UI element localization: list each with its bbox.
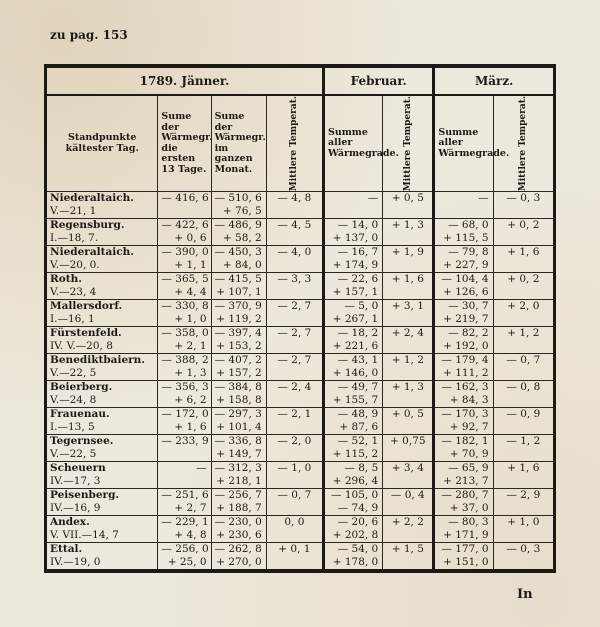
jan-sum-month-cell (211, 381, 266, 408)
feb-mean-cell: + 2, 4 (383, 327, 434, 354)
jan-sum-month-cell (211, 273, 266, 300)
mar-sum-cell (434, 300, 493, 327)
jan-sum-month-cell-negative: — 510, 6 (214, 192, 262, 205)
table-row (46, 219, 555, 246)
jan-mean-cell: — 2, 1 (266, 408, 323, 435)
feb-sum-cell-negative: — 16, 7 (337, 246, 379, 259)
jan-sum-month-cell-negative: — 262, 8 (214, 543, 262, 556)
feb-sum-cell-positive: + 157, 1 (332, 286, 379, 299)
feb-sum-cell (323, 192, 382, 219)
feb-sum-cell (323, 354, 382, 381)
feb-sum-cell-negative: — 54, 0 (337, 543, 379, 556)
jan-sum13-cell-negative: — 330, 8 (161, 300, 209, 313)
mar-sum-cell-negative: — 104, 4 (441, 273, 489, 286)
coldest-day: IV. V.—20, 8 (50, 340, 113, 353)
jan-sum-month-cell-negative: — 256, 7 (214, 489, 262, 502)
feb-sum-cell-negative: — 8, 5 (344, 462, 379, 475)
station-name: Ettal. (50, 543, 83, 556)
jan-sum13-cell-positive: + 25, 0 (167, 556, 207, 569)
table-row (46, 516, 555, 543)
mar-sum-cell-positive: + 37, 0 (449, 502, 489, 515)
feb-sum-cell-negative: — 5, 0 (344, 300, 379, 313)
jan-sum-month-cell (211, 462, 266, 489)
station-name: Andex. (50, 516, 90, 529)
station-cell (46, 354, 158, 381)
jan-sum-month-cell-positive: + 58, 2 (222, 232, 262, 245)
feb-sum-cell-positive: + 202, 8 (332, 529, 379, 542)
coldest-day: IV.—19, 0 (50, 556, 101, 569)
feb-sum-cell-positive: + 296, 4 (332, 475, 379, 488)
table-row (46, 543, 555, 572)
jan-sum-month-cell-negative: — 415, 5 (214, 273, 262, 286)
jan-sum-month-cell (211, 300, 266, 327)
feb-sum-cell-positive: + 115, 2 (332, 448, 379, 461)
mar-mean-cell: + 0, 2 (493, 219, 554, 246)
mar-mean-cell: — 0, 8 (493, 381, 554, 408)
jan-sum-month-cell-positive: + 188, 7 (216, 502, 262, 515)
mar-sum-cell-negative: — 162, 3 (441, 381, 489, 394)
jan-sum-month-cell-negative: — 407, 2 (214, 354, 262, 367)
jan-sum13-cell (158, 300, 211, 327)
jan-sum13-cell (158, 273, 211, 300)
mar-sum-cell-negative: — (478, 192, 489, 205)
feb-sum-cell-positive: — 74, 9 (337, 502, 379, 515)
table-row (46, 327, 555, 354)
station-name: Tegernsee. (50, 435, 114, 448)
jan-sum-month-cell (211, 192, 266, 219)
feb-mean-cell: + 1, 6 (383, 273, 434, 300)
jan-sum-month-cell (211, 246, 266, 273)
jan-mean-cell: — 2, 7 (266, 354, 323, 381)
feb-mean-cell: + 1, 3 (383, 219, 434, 246)
jan-sum13-cell-positive: + 4, 4 (174, 286, 207, 299)
feb-sum-cell-negative: — 43, 1 (337, 354, 379, 367)
jan-sum-month-cell-positive: + 230, 6 (216, 529, 262, 542)
mar-mean-cell: — 1, 2 (493, 435, 554, 462)
jan-sum-month-cell (211, 408, 266, 435)
mar-sum-cell-positive: + 219, 7 (443, 313, 489, 326)
station-cell (46, 327, 158, 354)
jan-mean-cell: — 2, 0 (266, 435, 323, 462)
jan-sum-month-cell-positive: + 149, 7 (216, 448, 262, 461)
col-header-mar-mean (493, 95, 554, 192)
jan-mean-cell: — 4, 5 (266, 219, 323, 246)
mar-sum-cell-positive: + 213, 7 (443, 475, 489, 488)
jan-sum-month-cell-negative: — 384, 8 (214, 381, 262, 394)
col-header-station: Standpunkte kältester Tag. (46, 95, 158, 192)
mar-mean-cell: + 1, 6 (493, 246, 554, 273)
station-cell (46, 408, 158, 435)
jan-sum-month-cell-negative: — 336, 8 (214, 435, 262, 448)
coldest-day: V.—22, 5 (50, 367, 97, 380)
mar-sum-cell (434, 354, 493, 381)
coldest-day: V.—24, 8 (50, 394, 97, 407)
table-row (46, 192, 555, 219)
feb-sum-cell-positive: + 146, 0 (332, 367, 379, 380)
coldest-day: I.—16, 1 (50, 313, 95, 326)
jan-sum13-cell (158, 192, 211, 219)
month-header-february: Februar. (323, 66, 433, 95)
jan-sum13-cell-negative: — 358, 0 (161, 327, 209, 340)
station-name: Roth. (50, 273, 82, 286)
mar-sum-cell (434, 273, 493, 300)
jan-sum-month-cell-positive: + 84, 0 (222, 259, 262, 272)
feb-sum-cell (323, 327, 382, 354)
jan-mean-cell: — 2, 4 (266, 381, 323, 408)
feb-sum-cell-positive: + 178, 0 (332, 556, 379, 569)
jan-sum-month-cell-negative: — 486, 9 (214, 219, 262, 232)
jan-mean-cell: — 2, 7 (266, 300, 323, 327)
station-cell (46, 246, 158, 273)
feb-sum-cell-positive: + 174, 9 (332, 259, 379, 272)
mar-sum-cell-positive: + 84, 3 (449, 394, 489, 407)
mar-sum-cell-positive: + 126, 6 (443, 286, 489, 299)
jan-sum-month-cell-negative: — 230, 0 (214, 516, 262, 529)
mar-mean-cell: — 0, 9 (493, 408, 554, 435)
jan-sum13-cell (158, 246, 211, 273)
jan-sum-month-cell-negative: — 312, 3 (214, 462, 262, 475)
station-cell (46, 192, 158, 219)
mar-sum-cell-negative: — 82, 2 (448, 327, 489, 340)
table-row (46, 381, 555, 408)
mar-sum-cell-negative: — 65, 9 (448, 462, 489, 475)
jan-mean-cell: — 4, 8 (266, 192, 323, 219)
jan-sum13-cell-negative: — (196, 462, 207, 475)
station-cell (46, 435, 158, 462)
jan-sum13-cell-negative: — 416, 6 (161, 192, 209, 205)
jan-sum13-cell (158, 219, 211, 246)
mar-sum-cell-positive: + 111, 2 (443, 367, 489, 380)
mar-sum-cell-negative: — 280, 7 (441, 489, 489, 502)
feb-sum-cell (323, 273, 382, 300)
jan-sum-month-cell (211, 489, 266, 516)
jan-mean-cell: — 4, 0 (266, 246, 323, 273)
station-name: Scheuern (50, 462, 106, 475)
jan-sum13-cell-negative: — 365, 5 (161, 273, 209, 286)
jan-sum13-cell-positive: + 1, 0 (174, 313, 207, 326)
feb-mean-label: Mittlere Temperat. (402, 96, 413, 192)
coldest-day: I.—18, 7. (50, 232, 99, 245)
feb-sum-cell-negative: — 105, 0 (331, 489, 379, 502)
table-row (46, 246, 555, 273)
mar-mean-cell: — 0, 3 (493, 543, 554, 572)
station-cell (46, 219, 158, 246)
jan-sum13-cell-positive: + 1, 6 (174, 421, 207, 434)
station-cell (46, 516, 158, 543)
jan-sum13-cell-negative: — 390, 0 (161, 246, 209, 259)
feb-mean-cell: — 0, 4 (383, 489, 434, 516)
station-cell (46, 543, 158, 572)
mar-sum-cell-positive: + 227, 9 (443, 259, 489, 272)
jan-sum13-cell-negative: — 256, 0 (161, 543, 209, 556)
table-row (46, 435, 555, 462)
mar-mean-cell: + 2, 0 (493, 300, 554, 327)
feb-sum-cell (323, 516, 382, 543)
table-body (46, 192, 555, 572)
jan-sum13-cell-positive: + 1, 1 (174, 259, 207, 272)
feb-sum-cell-negative: — 52, 1 (337, 435, 379, 448)
mar-mean-cell: + 1, 6 (493, 462, 554, 489)
jan-sum-month-cell-positive: + 101, 4 (216, 421, 262, 434)
feb-sum-cell-positive: + 87, 6 (339, 421, 379, 434)
jan-sum-month-cell-positive: + 218, 1 (216, 475, 262, 488)
coldest-day: V.—23, 4 (50, 286, 97, 299)
mar-sum-cell (434, 489, 493, 516)
mar-sum-cell-positive: + 192, 0 (443, 340, 489, 353)
mar-sum-cell-negative: — 177, 0 (441, 543, 489, 556)
table-row (46, 300, 555, 327)
jan-sum-month-cell-negative: — 370, 9 (214, 300, 262, 313)
jan-sum-month-cell (211, 354, 266, 381)
feb-sum-cell (323, 462, 382, 489)
mar-sum-cell (434, 192, 493, 219)
table-row (46, 408, 555, 435)
feb-mean-cell: + 1, 3 (383, 381, 434, 408)
mar-sum-cell-negative: — 30, 7 (448, 300, 489, 313)
feb-sum-cell-negative: — 49, 7 (337, 381, 379, 394)
feb-mean-cell: + 0,75 (383, 435, 434, 462)
coldest-day: I.—13, 5 (50, 421, 95, 434)
coldest-day: IV.—17, 3 (50, 475, 101, 488)
jan-sum13-cell-negative: — 229, 1 (161, 516, 209, 529)
jan-sum13-cell (158, 516, 211, 543)
mar-sum-cell (434, 381, 493, 408)
jan-sum13-cell (158, 354, 211, 381)
feb-mean-cell: + 3, 1 (383, 300, 434, 327)
feb-sum-cell (323, 408, 382, 435)
jan-mean-cell: — 1, 0 (266, 462, 323, 489)
jan-sum-month-cell (211, 219, 266, 246)
jan-sum13-cell (158, 381, 211, 408)
coldest-day: V. VII.—14, 7 (50, 529, 119, 542)
jan-sum-month-cell-positive: + 107, 1 (216, 286, 262, 299)
coldest-day: V.—22, 5 (50, 448, 97, 461)
col-header-mar-sum: Summe aller Wärmegrade. (434, 95, 493, 192)
jan-sum13-cell-positive: + 6, 2 (174, 394, 207, 407)
station-name: Frauenau. (50, 408, 110, 421)
station-name: Niederaltaich. (50, 192, 134, 205)
feb-sum-cell-negative: — 18, 2 (337, 327, 379, 340)
station-name: Benediktbaiern. (50, 354, 145, 367)
feb-sum-cell-negative: — 22, 6 (337, 273, 379, 286)
station-name: Mallersdorf. (50, 300, 123, 313)
mar-sum-cell-positive: + 171, 9 (443, 529, 489, 542)
coldest-day: IV.—16, 9 (50, 502, 101, 515)
feb-sum-cell-negative: — 14, 0 (337, 219, 379, 232)
jan-sum13-cell-negative: — 233, 9 (161, 435, 209, 448)
mar-sum-cell (434, 327, 493, 354)
mar-sum-cell (434, 516, 493, 543)
jan-sum13-cell-negative: — 172, 0 (161, 408, 209, 421)
jan-sum13-cell (158, 408, 211, 435)
mar-sum-cell (434, 462, 493, 489)
feb-mean-cell: + 0, 5 (383, 408, 434, 435)
mar-mean-cell: + 1, 2 (493, 327, 554, 354)
jan-sum-month-cell-positive: + 153, 2 (216, 340, 262, 353)
table-row (46, 273, 555, 300)
mar-sum-cell-negative: — 68, 0 (448, 219, 489, 232)
mar-sum-cell (434, 543, 493, 572)
feb-sum-cell (323, 300, 382, 327)
feb-sum-cell-positive: + 155, 7 (332, 394, 379, 407)
jan-sum-month-cell-positive: + 270, 0 (216, 556, 262, 569)
mar-mean-cell: — 0, 3 (493, 192, 554, 219)
jan-sum13-cell-positive: + 0, 6 (174, 232, 207, 245)
mar-sum-cell-positive: + 151, 0 (443, 556, 489, 569)
coldest-day: V.—20, 0. (50, 259, 100, 272)
jan-mean-cell: — 3, 3 (266, 273, 323, 300)
mar-sum-cell-negative: — 182, 1 (441, 435, 489, 448)
col-header-feb-mean (383, 95, 434, 192)
mar-sum-cell-positive: + 92, 7 (449, 421, 489, 434)
mar-sum-cell (434, 219, 493, 246)
station-cell (46, 300, 158, 327)
station-cell (46, 489, 158, 516)
feb-mean-cell: + 2, 2 (383, 516, 434, 543)
jan-sum13-cell-negative: — 251, 6 (161, 489, 209, 502)
feb-sum-cell-positive: + 137, 0 (332, 232, 379, 245)
jan-sum13-cell-negative: — 356, 3 (161, 381, 209, 394)
jan-sum13-cell-negative: — 422, 6 (161, 219, 209, 232)
jan-sum13-cell-positive: + 1, 3 (174, 367, 207, 380)
station-name: Niederaltaich. (50, 246, 134, 259)
jan-sum-month-cell-positive: + 158, 8 (216, 394, 262, 407)
station-name: Regensburg. (50, 219, 125, 232)
feb-mean-cell: + 1, 5 (383, 543, 434, 572)
jan-sum-month-cell-positive: + 157, 2 (216, 367, 262, 380)
feb-sum-cell (323, 489, 382, 516)
station-cell (46, 462, 158, 489)
page-reference: zu pag. 153 (50, 28, 128, 42)
temperature-table (44, 64, 556, 573)
feb-sum-cell (323, 435, 382, 462)
col-header-jan-sum-month: Sume der Wärmegr. im ganzen Monat. (211, 95, 266, 192)
feb-sum-cell-negative: — 20, 6 (337, 516, 379, 529)
catchword: In (517, 587, 533, 602)
jan-mean-cell: + 0, 1 (266, 543, 323, 572)
jan-sum13-cell (158, 489, 211, 516)
jan-sum13-cell (158, 435, 211, 462)
jan-sum13-cell-positive: + 2, 7 (174, 502, 207, 515)
col-header-jan-sum13: Sume der Wärmegr. die ersten 13 Tage. (158, 95, 211, 192)
mar-sum-cell-negative: — 79, 8 (448, 246, 489, 259)
mar-mean-cell: + 1, 0 (493, 516, 554, 543)
mar-sum-cell-positive: + 115, 5 (443, 232, 489, 245)
mar-sum-cell (434, 408, 493, 435)
mar-mean-cell: + 0, 2 (493, 273, 554, 300)
feb-sum-cell (323, 219, 382, 246)
jan-mean-label: Mittlere Temperat. (289, 96, 300, 192)
jan-sum13-cell-positive: + 4, 8 (174, 529, 207, 542)
station-cell (46, 273, 158, 300)
month-header-january: 1789. Jänner. (46, 66, 324, 95)
mar-sum-cell-positive: + 70, 9 (449, 448, 489, 461)
mar-mean-label: Mittlere Temperat. (518, 96, 529, 192)
mar-sum-cell (434, 435, 493, 462)
feb-sum-cell-negative: — 48, 9 (337, 408, 379, 421)
coldest-day: V.—21, 1 (50, 205, 97, 218)
jan-sum-month-cell-positive: + 76, 5 (222, 205, 262, 218)
jan-mean-cell: — 2, 7 (266, 327, 323, 354)
jan-sum-month-cell (211, 543, 266, 572)
mar-sum-cell-negative: — 179, 4 (441, 354, 489, 367)
jan-sum13-cell-negative: — 388, 2 (161, 354, 209, 367)
station-cell (46, 381, 158, 408)
table-row (46, 354, 555, 381)
feb-sum-cell (323, 543, 382, 572)
table-row (46, 462, 555, 489)
jan-mean-cell: 0, 0 (266, 516, 323, 543)
mar-mean-cell: — 2, 9 (493, 489, 554, 516)
mar-sum-cell-negative: — 80, 3 (448, 516, 489, 529)
feb-sum-cell (323, 246, 382, 273)
mar-sum-cell (434, 246, 493, 273)
jan-sum-month-cell-negative: — 450, 3 (214, 246, 262, 259)
jan-sum13-cell-positive: + 2, 1 (174, 340, 207, 353)
col-header-feb-sum: Summe aller Wärmegrade. (323, 95, 382, 192)
jan-sum13-cell (158, 543, 211, 572)
feb-mean-cell: + 1, 2 (383, 354, 434, 381)
station-name: Fürstenfeld. (50, 327, 122, 340)
station-name: Beierberg. (50, 381, 113, 394)
feb-mean-cell: + 1, 9 (383, 246, 434, 273)
mar-mean-cell: — 0, 7 (493, 354, 554, 381)
table-row (46, 489, 555, 516)
feb-mean-cell: + 0, 5 (383, 192, 434, 219)
feb-sum-cell-positive: + 267, 1 (332, 313, 379, 326)
jan-sum13-cell (158, 462, 211, 489)
jan-mean-cell: — 0, 7 (266, 489, 323, 516)
jan-sum-month-cell (211, 516, 266, 543)
jan-sum-month-cell-positive: + 119, 2 (216, 313, 262, 326)
feb-mean-cell: + 3, 4 (383, 462, 434, 489)
feb-sum-cell-negative: — (367, 192, 379, 205)
col-header-jan-mean (266, 95, 323, 192)
feb-sum-cell (323, 381, 382, 408)
station-name: Peisenberg. (50, 489, 120, 502)
jan-sum13-cell (158, 327, 211, 354)
jan-sum-month-cell (211, 435, 266, 462)
month-header-march: März. (434, 66, 555, 95)
jan-sum-month-cell-negative: — 397, 4 (214, 327, 262, 340)
mar-sum-cell-negative: — 170, 3 (441, 408, 489, 421)
jan-sum-month-cell-negative: — 297, 3 (214, 408, 262, 421)
jan-sum-month-cell (211, 327, 266, 354)
feb-sum-cell-positive: + 221, 6 (332, 340, 379, 353)
